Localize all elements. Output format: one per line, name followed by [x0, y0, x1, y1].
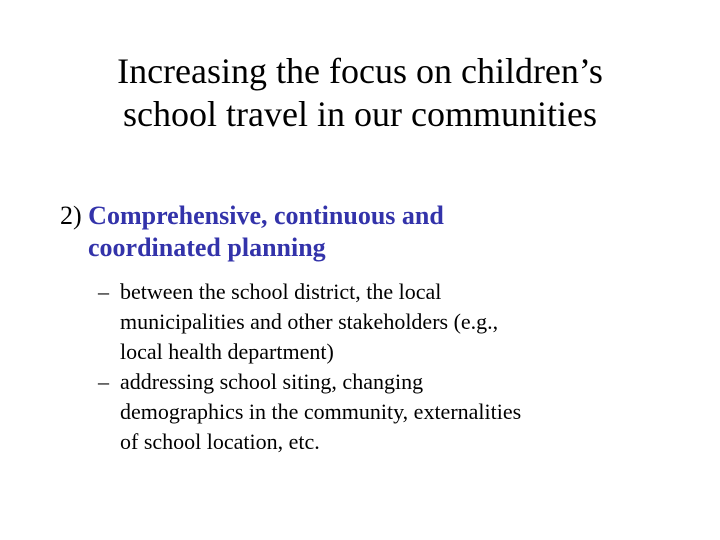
sub-bullet-list [98, 277, 688, 457]
sub-bullet-line: between the school district, the local [120, 279, 442, 304]
sub-bullet-line: demographics in the community, externalities [120, 399, 522, 424]
sub-bullet-line: municipalities and other stakeholders (e.g., [120, 309, 499, 334]
sub-bullet-item [98, 277, 688, 367]
sub-bullet-line: addressing school siting, changing [120, 369, 424, 394]
sub-bullet-line: of school location, etc. [120, 429, 320, 454]
sub-bullet-item [98, 367, 688, 457]
sub-bullet-line: local health department) [120, 339, 334, 364]
point-heading-line-1: Comprehensive, continuous and [88, 201, 444, 230]
slide-title-line-2: school travel in our communities [123, 94, 597, 134]
slide-title [40, 50, 680, 136]
dash-bullet-marker: – [98, 369, 109, 394]
dash-bullet-marker: – [98, 279, 109, 304]
main-point [60, 200, 680, 264]
point-number: 2) [60, 201, 82, 230]
slide-title-line-1: Increasing the focus on children’s [117, 51, 603, 91]
point-heading-line-2: coordinated planning [88, 233, 326, 262]
